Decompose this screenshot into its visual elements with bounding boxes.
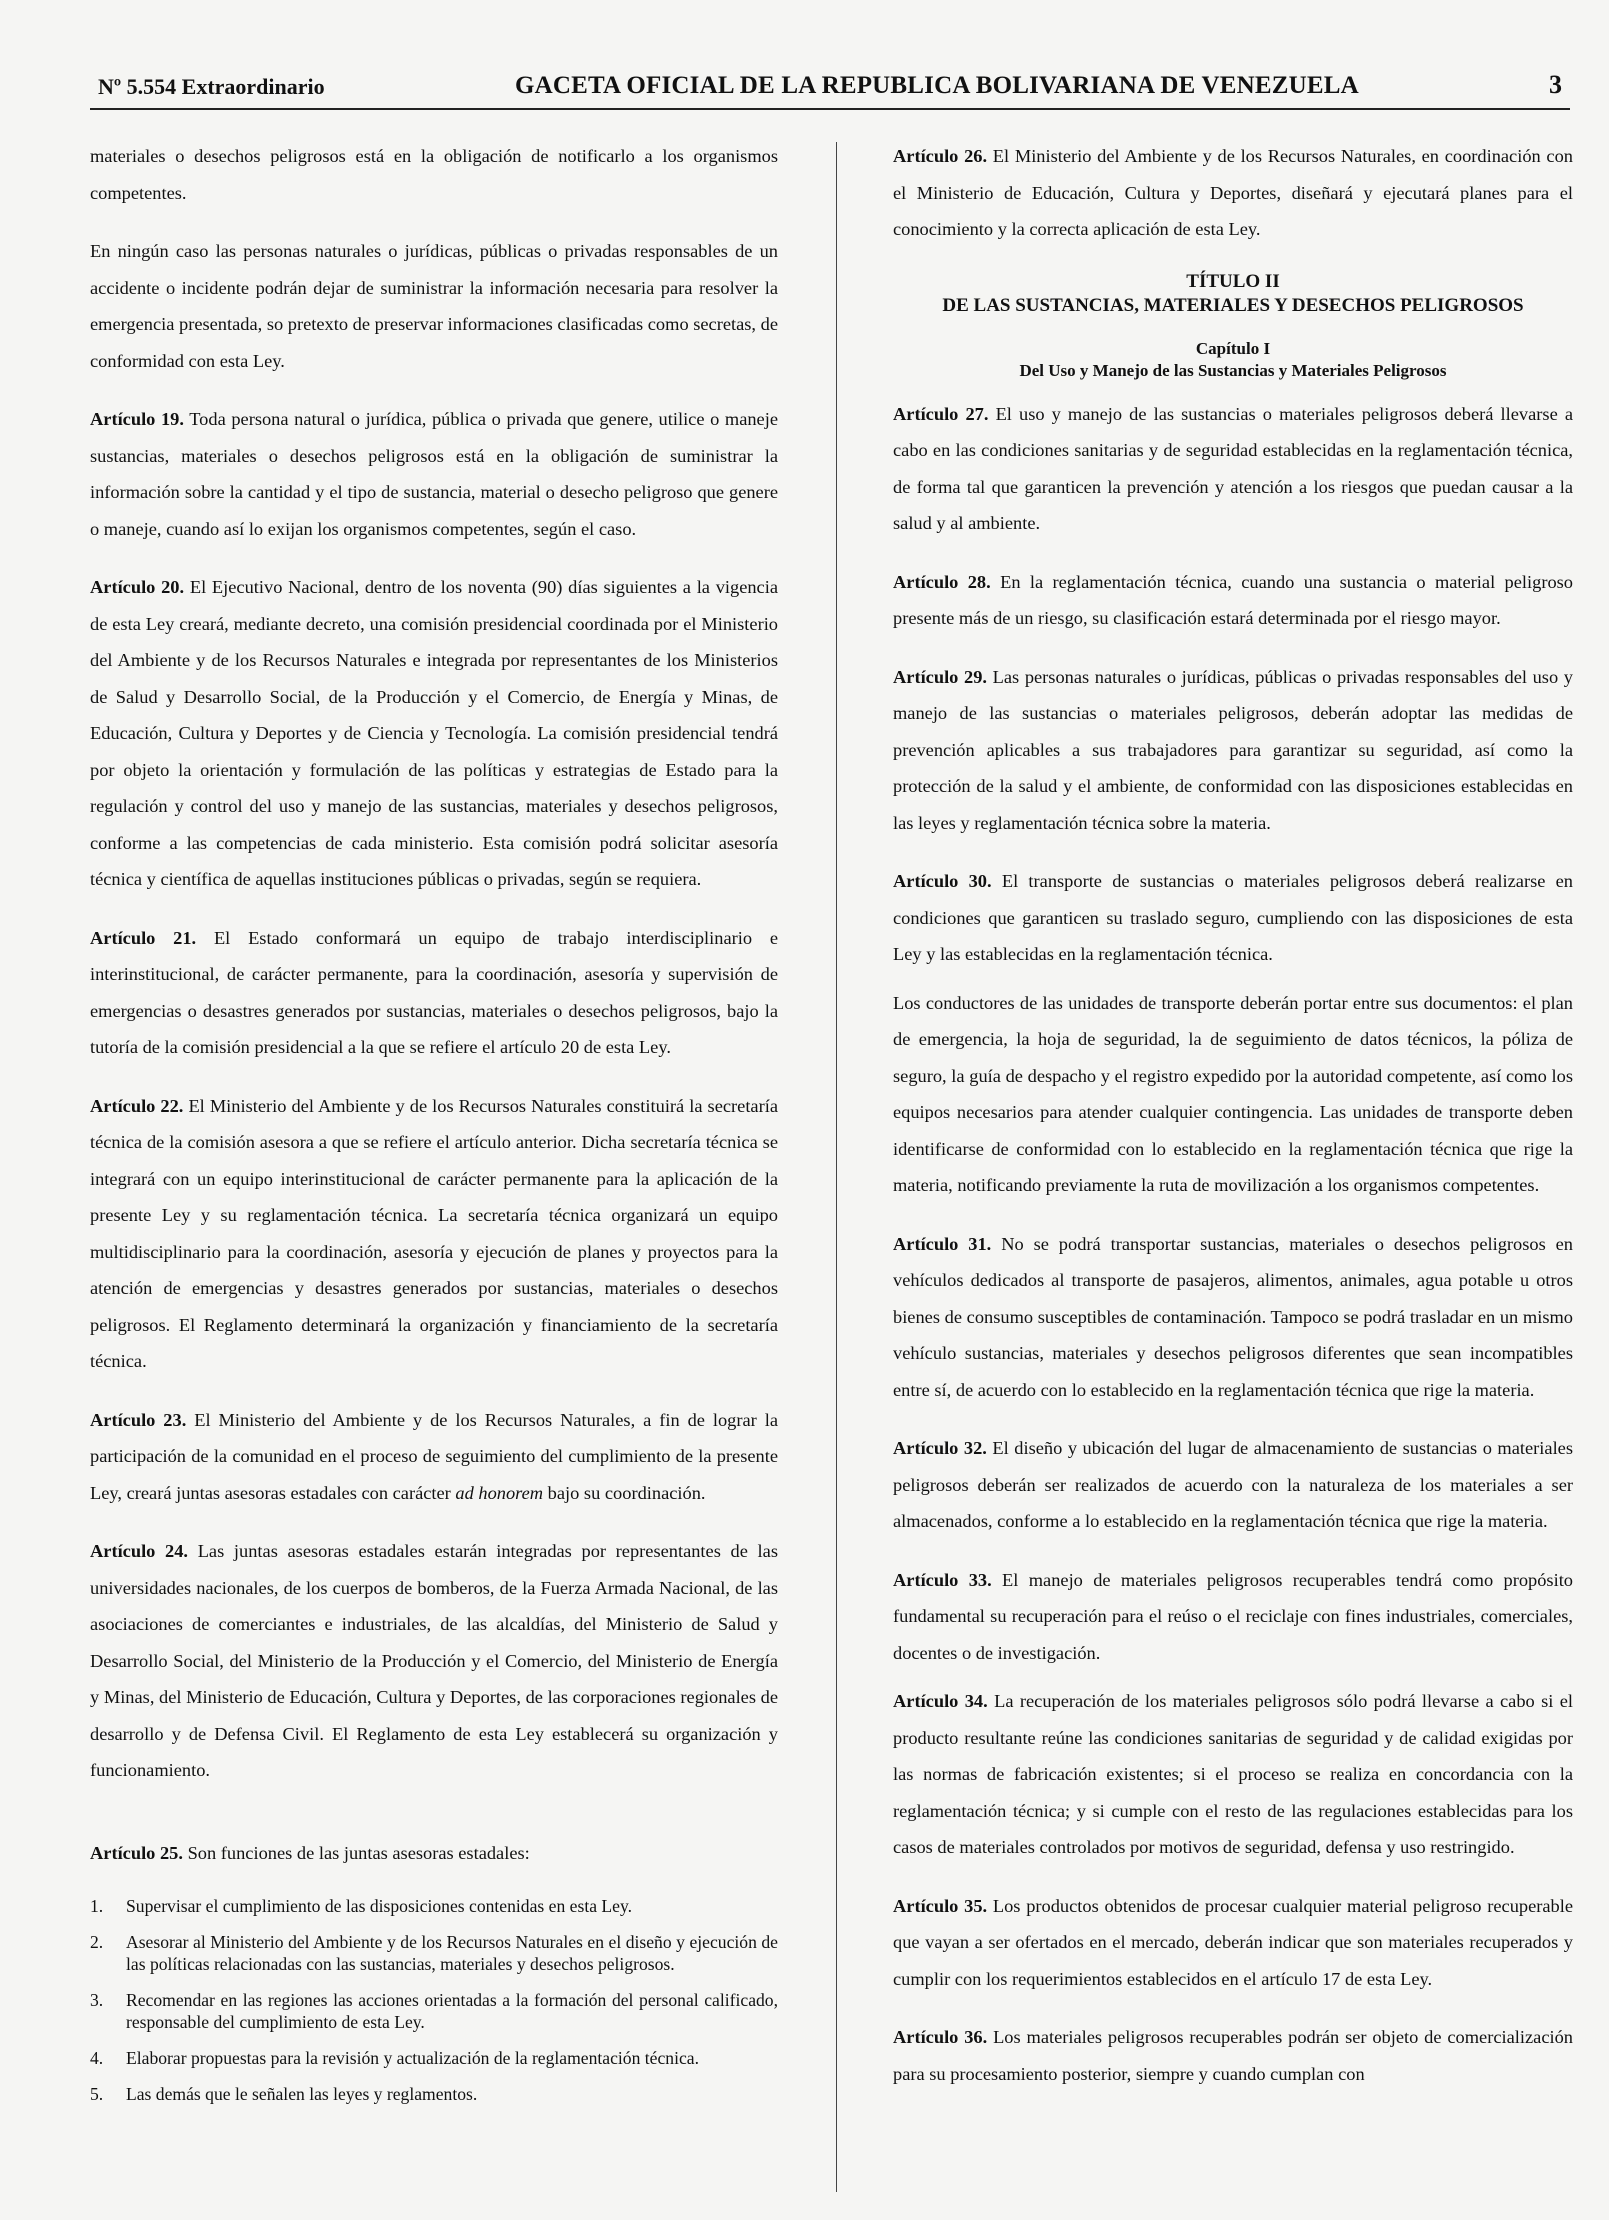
article-label: Artículo 34. xyxy=(893,1691,988,1711)
article-30 xyxy=(893,863,1573,973)
article-23 xyxy=(90,1402,778,1512)
article-italic-text: ad honorem xyxy=(455,1482,544,1503)
item-number: 4. xyxy=(90,2048,104,2068)
item-text: Recomendar en las regiones las acciones orientadas a la formación del personal calificado, responsable del cumplimiento de esta Ley. xyxy=(126,1990,778,2032)
article-text: Toda persona natural o jurídica, pública o privada que genere, utilice o maneje sustancias, materiales o desechos peligrosos está en la obligación de suministrar la información sobre la cantidad y el tipo de sustancia, material o desecho peligroso que genere o maneje, cuando así lo exijan los organismos competentes, según el caso. xyxy=(90,409,778,539)
article-29 xyxy=(893,659,1573,842)
left-column xyxy=(90,138,778,2119)
article-text: El Ministerio del Ambiente y de los Recursos Naturales, en coordinación con el Ministerio de Educación, Cultura y Deportes, diseñará y ejecutará planes para el conocimiento y la correcta aplicación de esta Ley. xyxy=(893,146,1573,239)
article-text: Las personas naturales o jurídicas, públicas o privadas responsables del uso y manejo de las sustancias o materiales peligrosos, deberán adoptar las medidas de prevención aplicables a sus trabajadores para garantizar su seguridad, así como la protección de la salud y el ambiente, de conformidad con las disposiciones establecidas en las leyes y reglamentación técnica sobre la materia. xyxy=(893,666,1573,833)
article-label: Artículo 33. xyxy=(893,1569,992,1590)
article-label: Artículo 22. xyxy=(90,1095,184,1116)
list-item xyxy=(90,2047,778,2069)
right-column xyxy=(893,138,1573,2092)
article-label: Artículo 23. xyxy=(90,1409,187,1430)
article-text: La recuperación de los materiales peligrosos sólo podrá llevarse a cabo si el producto resultante reúne las condiciones sanitarias de seguridad y de calidad exigidas por las normas de fabricación existentes; si el proceso se realiza en concordancia con la reglamentación técnica; y si cumple con el resto de las regulaciones establecidas para los casos de materiales controlados por motivos de seguridad, defensa y uso restringido. xyxy=(893,1691,1573,1857)
item-text: Asesorar al Ministerio del Ambiente y de los Recursos Naturales en el diseño y ejecución de las políticas relacionadas con las sustancias, materiales y desechos peligrosos. xyxy=(126,1932,778,1974)
issue-number: Nº 5.554 Extraordinario xyxy=(98,74,325,99)
article-label: Artículo 19. xyxy=(90,409,184,429)
article-text: El Ministerio del Ambiente y de los Recursos Naturales, a fin de lograr la participación de la comunidad en el proceso de seguimiento del cumplimiento de la presente Ley, creará juntas asesoras estadales con carácter xyxy=(90,1409,778,1503)
article-label: Artículo 25. xyxy=(90,1842,183,1863)
paragraph: materiales o desechos peligrosos está en la obligación de notificarlo a los organismos competentes. xyxy=(90,146,778,203)
article-label: Artículo 35. xyxy=(893,1895,988,1916)
page-number: 3 xyxy=(1549,70,1562,99)
article-36 xyxy=(893,2019,1573,2092)
article-label: Artículo 36. xyxy=(893,2027,988,2047)
article-text: El diseño y ubicación del lugar de almacenamiento de sustancias o materiales peligrosos deberán ser realizados de acuerdo con la naturaleza de los materiales a ser almacenados, conforme a lo establecido en la reglamentación técnica que rige la materia. xyxy=(893,1438,1573,1531)
article-text: Los productos obtenidos de procesar cualquier material peligroso recuperable que vayan a ser ofertados en el mercado, deberán indicar que son materiales recuperados y cumplir con los requerimientos establecidos en el artículo 17 de esta Ley. xyxy=(893,1895,1574,1989)
article-text: El uso y manejo de las sustancias o materiales peligrosos deberá llevarse a cabo en las condiciones sanitarias y de seguridad establecidas en la reglamentación técnica, de forma tal que garanticen la prevención y atención a los riesgos que puedan causar a la salud y al ambiente. xyxy=(893,403,1573,533)
article-33 xyxy=(893,1562,1573,1672)
article-label: Artículo 27. xyxy=(893,403,989,424)
article-34 xyxy=(893,1683,1573,1866)
article-19 xyxy=(90,401,778,547)
article-24 xyxy=(90,1533,778,1789)
list-item xyxy=(90,1931,778,1975)
chapter-number: Capítulo I xyxy=(1195,338,1271,358)
article-label: Artículo 24. xyxy=(90,1541,189,1561)
article-text: El manejo de materiales peligrosos recuperables tendrá como propósito fundamental su recuperación para el reúso o el reciclaje con fines industriales, comerciales, docentes o de investigación. xyxy=(893,1569,1574,1663)
list-item xyxy=(90,1989,778,2033)
article-label: Artículo 28. xyxy=(893,571,991,592)
item-text: Elaborar propuestas para la revisión y actualización de la reglamentación técnica. xyxy=(126,2048,699,2068)
article-label: Artículo 21. xyxy=(90,927,197,948)
article-31 xyxy=(893,1226,1573,1409)
functions-list xyxy=(90,1895,778,2105)
article-text: No se podrá transportar sustancias, materiales o desechos peligrosos en vehículos dedicados al transporte de pasajeros, alimentos, animales, agua potable u otros bienes de consumo susceptibles de contaminación. Tampoco se podrá trasladar en un mismo vehículo sustancias, materiales y desechos peligrosos diferentes que sean incompatibles entre sí, de acuerdo con lo establecido en la reglamentación técnica que rige la materia. xyxy=(893,1233,1573,1400)
article-20 xyxy=(90,569,778,898)
article-28 xyxy=(893,564,1573,637)
item-number: 3. xyxy=(90,1990,104,2010)
article-text: El Ejecutivo Nacional, dentro de los noventa (90) días siguientes a la vigencia de esta Ley creará, mediante decreto, una comisión presidencial coordinada por el Ministerio del Ambiente y de los Recursos Naturales e integrada por representantes de los Ministerios de Salud y Desarrollo Social, de la Producción y el Comercio, de Energía y Minas, de Educación, Cultura y Deportes y de Ciencia y Tecnología. La comisión presidencial tendrá por objeto la orientación y formulación de las políticas y estrategias de Estado para la regulación y control del uso y manejo de las sustancias, materiales y desechos peligrosos, conforme a las competencias de cada ministerio. Esta comisión podrá solicitar asesoría técnica y científica de aquellas instituciones públicas o privadas, según se requiera. xyxy=(90,577,778,889)
title-name: DE LAS SUSTANCIAS, MATERIALES Y DESECHOS PELIGROSOS xyxy=(942,294,1524,316)
paragraph: Los conductores de las unidades de transporte deberán portar entre sus documentos: el plan de emergencia, la hoja de seguridad, la de seguimiento de datos técnicos, la póliza de seguro, la guía de despacho y el registro expedido por la autoridad competente, así como los equipos necesarios para atender cualquier contingencia. Las unidades de transporte deben identificarse de conformidad con lo establecido en la reglamentación técnica que rige la materia, notificando previamente la ruta de movilización a los organismos competentes. xyxy=(893,992,1573,1195)
article-25 xyxy=(90,1835,778,1872)
article-text: El Estado conformará un equipo de trabajo interdisciplinario e interinstitucional, de carácter permanente, para la coordinación, asesoría y supervisión de emergencias o desastres generados por sustancias, materiales o desechos peligrosos, bajo la tutoría de la comisión presidencial a la que se refiere el artículo 20 de esta Ley. xyxy=(90,927,779,1057)
list-item xyxy=(90,1895,778,1917)
title-heading xyxy=(893,270,1573,318)
article-label: Artículo 26. xyxy=(893,146,988,166)
article-26 xyxy=(893,138,1573,248)
item-text: Supervisar el cumplimiento de las disposiciones contenidas en esta Ley. xyxy=(126,1896,633,1916)
article-32 xyxy=(893,1430,1573,1540)
article-label: Artículo 31. xyxy=(893,1233,992,1254)
item-number: 2. xyxy=(90,1932,104,1952)
item-number: 5. xyxy=(90,2084,104,2104)
article-27 xyxy=(893,396,1573,542)
page-header xyxy=(90,68,1570,110)
article-label: Artículo 32. xyxy=(893,1438,987,1458)
article-35 xyxy=(893,1888,1573,1998)
article-label: Artículo 29. xyxy=(893,666,987,687)
article-text-end: bajo su coordinación. xyxy=(543,1482,706,1503)
title-number: TÍTULO II xyxy=(1186,270,1280,292)
article-text: Son funciones de las juntas asesoras estadales: xyxy=(182,1842,530,1863)
article-text: El transporte de sustancias o materiales peligrosos deberá realizarse en condiciones que garanticen su traslado seguro, cumpliendo con las disposiciones de esta Ley y las establecidas en la reglamentación técnica. xyxy=(893,871,1573,964)
list-item xyxy=(90,2083,778,2105)
article-label: Artículo 20. xyxy=(90,577,185,597)
chapter-heading xyxy=(893,338,1573,382)
article-22 xyxy=(90,1088,778,1380)
chapter-name: Del Uso y Manejo de las Sustancias y Materiales Peligrosos xyxy=(1019,360,1447,380)
column-divider xyxy=(836,142,837,2192)
publication-title: GACETA OFICIAL DE LA REPUBLICA BOLIVARIANA DE VENEZUELA xyxy=(515,72,1359,99)
article-text: Los materiales peligrosos recuperables podrán ser objeto de comercialización para su procesamiento posterior, siempre y cuando cumplan con xyxy=(893,2027,1573,2084)
item-number: 1. xyxy=(90,1896,104,1916)
article-text: En la reglamentación técnica, cuando una sustancia o material peligroso presente más de un riesgo, su clasificación estará determinada por el riesgo mayor. xyxy=(893,571,1573,628)
article-text: El Ministerio del Ambiente y de los Recursos Naturales constituirá la secretaría técnica de la comisión asesora a que se refiere el artículo anterior. Dicha secretaría técnica se integrará con un equipo interinstitucional de carácter permanente para la aplicación de la presente Ley y su reglamentación técnica. La secretaría técnica organizará un equipo multidisciplinario para la coordinación, asesoría y ejecución de planes y proyectos para la atención de emergencias y desastres generados por sustancias, materiales o desechos peligrosos. El Reglamento determinará la organización y financiamiento de la secretaría técnica. xyxy=(90,1095,778,1371)
paragraph: En ningún caso las personas naturales o jurídicas, públicas o privadas responsables de un accidente o incidente podrán dejar de suministrar la información necesaria para resolver la emergencia presentada, so pretexto de preservar informaciones clasificadas como secretas, de conformidad con esta Ley. xyxy=(90,241,778,371)
article-21 xyxy=(90,920,778,1066)
article-label: Artículo 30. xyxy=(893,871,992,891)
item-text: Las demás que le señalen las leyes y reglamentos. xyxy=(126,2084,478,2104)
article-text: Las juntas asesoras estadales estarán integradas por representantes de las universidades nacionales, de los cuerpos de bomberos, de la Fuerza Armada Nacional, de las asociaciones de comerciantes e industriales, de las alcaldías, del Ministerio de Salud y Desarrollo Social, del Ministerio de la Producción y el Comercio, del Ministerio de Energía y Minas, del Ministerio de Educación, Cultura y Deportes, de las corporaciones regionales de desarrollo y de Defensa Civil. El Reglamento de esta Ley establecerá su organización y funcionamiento. xyxy=(90,1541,778,1780)
